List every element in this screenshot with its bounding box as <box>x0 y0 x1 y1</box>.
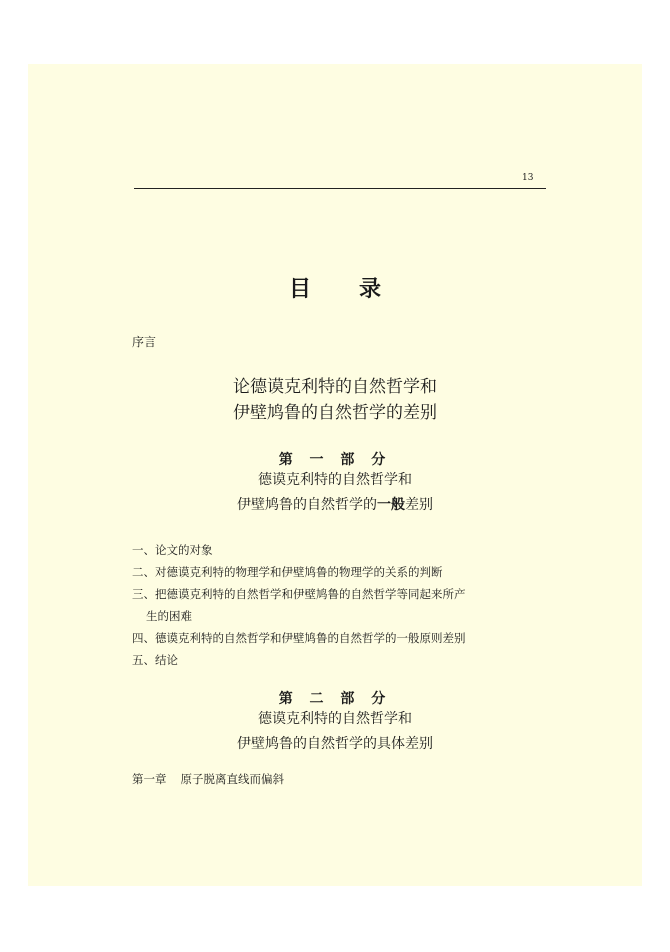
part-2-heading: 第 二 部 分 <box>278 691 392 707</box>
part-1-heading: 第 一 部 分 <box>278 452 392 468</box>
title-char-1: 目 <box>288 277 311 302</box>
book-title-line-2: 伊壁鸠鲁的自然哲学的差别 <box>233 403 437 423</box>
page-number: 13 <box>522 173 534 183</box>
toc-entry: 三、把德谟克利特的自然哲学和伊壁鸠鲁的自然哲学等同起来所产 <box>132 587 466 601</box>
book-title-line-1: 论德谟克利特的自然哲学和 <box>233 377 437 397</box>
toc-entry: 二、对德谟克利特的物理学和伊壁鸠鲁的物理学的关系的判断 <box>132 565 443 579</box>
book-page <box>28 64 642 886</box>
toc-entry: 四、德谟克利特的自然哲学和伊壁鸠鲁的自然哲学的一般原则差别 <box>132 631 466 645</box>
toc-entry-continuation: 生的困难 <box>146 609 192 623</box>
part-1-subtitle-line-2: 伊壁鸠鲁的自然哲学的一般差别 <box>237 497 433 513</box>
part-2-subtitle-line-2: 伊壁鸠鲁的自然哲学的具体差别 <box>237 736 433 752</box>
part-1-subtitle <box>28 468 642 518</box>
table-of-contents-title <box>28 272 642 303</box>
book-title <box>28 374 642 426</box>
toc-entry: 一、论文的对象 <box>132 543 213 557</box>
title-char-2: 录 <box>359 277 382 302</box>
chapter-label: 第一章 <box>132 772 167 786</box>
toc-chapter-entry <box>132 771 284 787</box>
part-2-subtitle <box>28 707 642 757</box>
part-2-subtitle-line-1: 德谟克利特的自然哲学和 <box>258 711 412 727</box>
emphasis-general: 一般 <box>377 497 405 513</box>
toc-entry-preface: 序言 <box>132 335 157 349</box>
part-1-subtitle-line-1: 德谟克利特的自然哲学和 <box>258 472 412 488</box>
header-rule <box>134 188 546 189</box>
chapter-title: 原子脱离直线而偏斜 <box>180 772 284 786</box>
part-1-contents-list <box>132 539 552 671</box>
toc-entry: 五、结论 <box>132 653 178 667</box>
